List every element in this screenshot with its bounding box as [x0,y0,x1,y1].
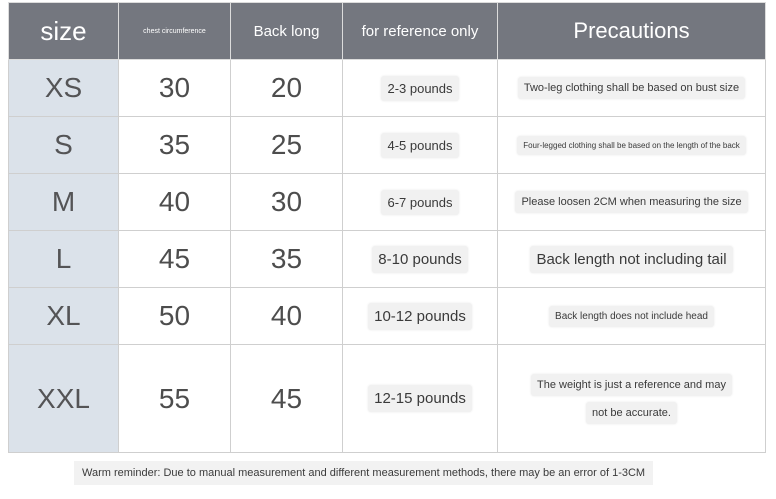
precaution-label: Four-legged clothing shall be based on the length of the back [517,136,746,155]
precaution-cell [498,231,766,288]
precaution-label: Please loosen 2CM when measuring the size [515,191,747,213]
header-size: size [9,3,119,60]
size-cell: L [9,231,119,288]
weight-label: 6-7 pounds [381,190,458,215]
header-precautions: Precautions [498,3,766,60]
precaution-cell [498,117,766,174]
table-row [9,345,766,453]
back-length-cell: 40 [231,288,343,345]
precaution-label: Back length does not include head [549,306,714,327]
weight-cell [343,174,498,231]
precaution-label: Back length not including tail [530,246,732,273]
size-table [8,2,766,453]
header-chest: chest circumference [119,3,231,60]
header-row [9,3,766,60]
table-row [9,231,766,288]
weight-cell [343,231,498,288]
table-row [9,117,766,174]
header-back-length: Back long [231,3,343,60]
back-length-cell: 30 [231,174,343,231]
weight-cell [343,345,498,453]
precaution-cell [498,60,766,117]
back-length-cell: 45 [231,345,343,453]
warm-reminder-note: Warm reminder: Due to manual measurement and different measurement methods, there may be an error of 1-3CM [74,461,653,485]
table-row [9,60,766,117]
chest-cell: 55 [119,345,231,453]
weight-label: 12-15 pounds [368,385,472,412]
back-length-cell: 35 [231,231,343,288]
precaution-cell [498,174,766,231]
precaution-cell [498,345,766,453]
table-row [9,288,766,345]
precaution-label-line2: not be accurate. [586,402,677,424]
weight-label: 4-5 pounds [381,133,458,158]
weight-label: 8-10 pounds [372,246,467,273]
chest-cell: 35 [119,117,231,174]
precaution-label-line1: The weight is just a reference and may [531,374,732,396]
size-cell: S [9,117,119,174]
size-cell: XL [9,288,119,345]
weight-cell [343,288,498,345]
precaution-label: Two-leg clothing shall be based on bust size [518,77,745,99]
header-reference: for reference only [343,3,498,60]
back-length-cell: 25 [231,117,343,174]
size-cell: XS [9,60,119,117]
back-length-cell: 20 [231,60,343,117]
size-cell: M [9,174,119,231]
weight-cell [343,60,498,117]
weight-cell [343,117,498,174]
weight-label: 2-3 pounds [381,76,458,101]
weight-label: 10-12 pounds [368,303,472,330]
table-row [9,174,766,231]
precaution-note-group [498,374,765,424]
chest-cell: 50 [119,288,231,345]
chest-cell: 45 [119,231,231,288]
size-chart [8,2,765,453]
chest-cell: 30 [119,60,231,117]
precaution-cell [498,288,766,345]
chest-cell: 40 [119,174,231,231]
size-cell: XXL [9,345,119,453]
